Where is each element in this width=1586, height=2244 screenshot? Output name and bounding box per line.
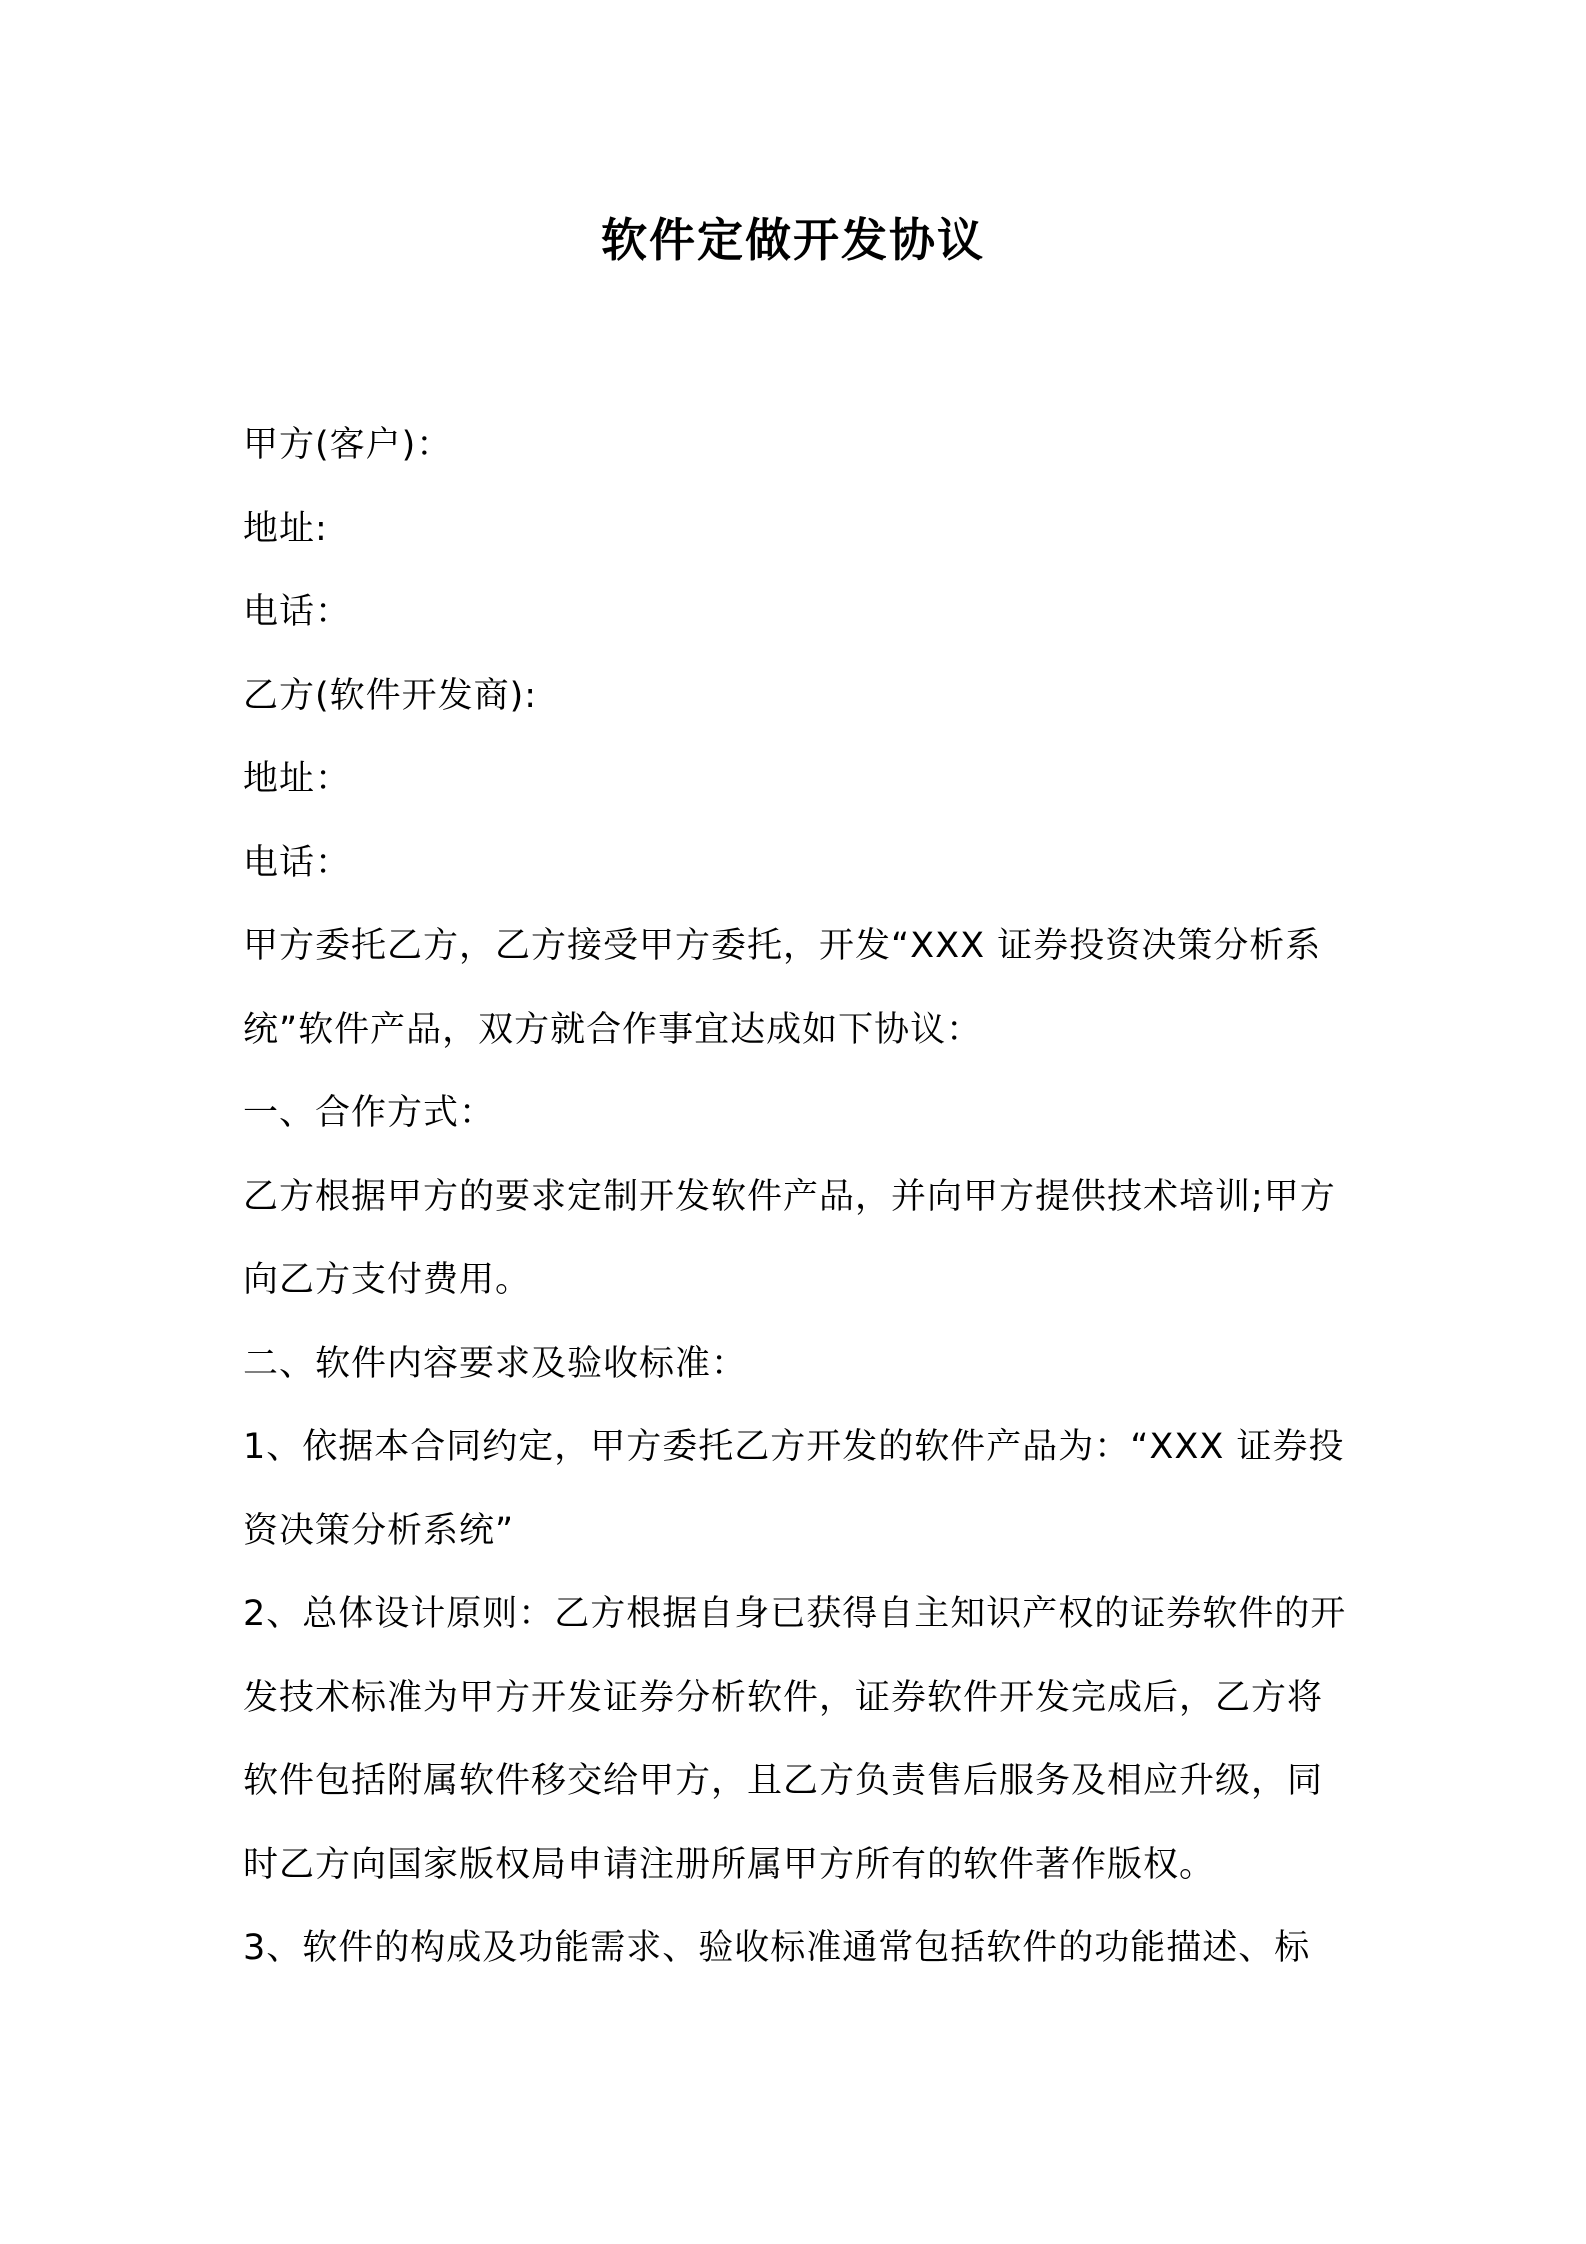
section-heading-requirements: 二、软件内容要求及验收标准： xyxy=(243,1343,748,1384)
intro-paragraph: 甲方委托乙方，乙方接受甲方委托，开发“XXX 证券投资决策分析系统”软件产品，双方就合作事宜达成如下协议： xyxy=(243,926,1322,1050)
party-a-phone: 电话： xyxy=(243,592,352,632)
clause-3: 3、软件的构成及功能需求、验收标准通常包括软件的功能描述、标 xyxy=(243,1928,1311,1968)
party-a-label: 甲方(客户)： xyxy=(243,425,453,465)
document-title: 软件定做开发协议 xyxy=(601,213,985,267)
party-b-label: 乙方(软件开发商): xyxy=(243,675,538,716)
party-b-address: 地址： xyxy=(243,759,352,799)
document-body xyxy=(243,404,1353,1991)
clause-2: 2、总体设计原则：乙方根据自身已获得自主知识产权的证券软件的开发技术标准为甲方开发证券分析软件，证券软件开发完成后，乙方将软件包括附属软件移交给甲方，且乙方负责售后服务及相应升级，同时乙方向国家版权局申请注册所属甲方所有的软件著作版权。 xyxy=(243,1594,1347,1885)
party-b-phone: 电话： xyxy=(243,842,352,883)
party-a-address: 地址: xyxy=(243,508,328,549)
cooperation-paragraph: 乙方根据甲方的要求定制开发软件产品，并向甲方提供技术培训;甲方向乙方支付费用。 xyxy=(243,1176,1336,1300)
clause-1: 1、依据本合同约定，甲方委托乙方开发的软件产品为：“XXX 证券投资决策分析系统” xyxy=(243,1427,1345,1551)
section-heading-cooperation: 一、合作方式： xyxy=(243,1093,496,1133)
